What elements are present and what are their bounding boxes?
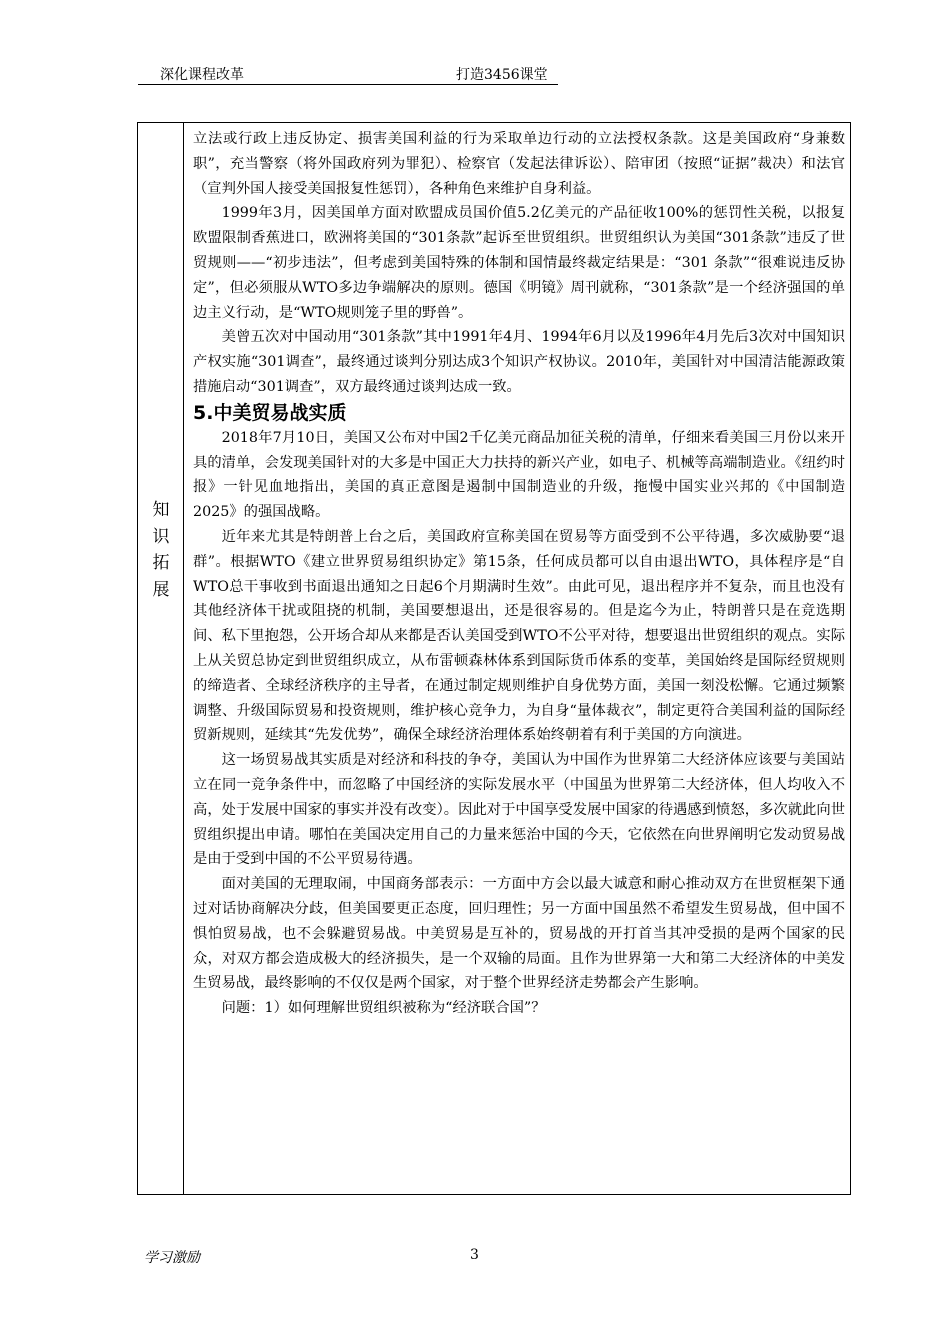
question-paragraph: 问题：1）如何理解世贸组织被称为“经济联合国”？	[221, 1000, 546, 1017]
paragraph: 这一场贸易战其实质是对经济和科技的争夺，美国认为中国作为世界第二大经济体应该要与美国站立在同一竞争条件中，而忽略了中国经济的实际发展水平（中国虽为世界第二大经济体，但人均收入不高，处于发展中国家的事实并没有改变）。因此对于中国享受发展中国家的待遇感到愤怒，多次就此向世贸组织提出申请。哪怕在美国决定用自己的力量来惩治中国的今天，它依然在向世界阐明它发动贸易战是由于受到中国的不公平贸易待遇。	[193, 752, 845, 868]
paragraph: 美曾五次对中国动用“301条款”其中1991年4月、1994年6月以及1996年4月先后3次对中国知识产权实施“301调查”，最终通过谈判分别达成3个知识产权协议。2010年，美国针对中国清洁能源政策措施启动“301调查”，双方最终通过谈判达成一致。	[193, 329, 845, 395]
content-body	[193, 127, 845, 1021]
header-left-text: 深化课程改革	[160, 67, 244, 83]
paragraph: 2018年7月10日，美国又公布对中国2千亿美元商品加征关税的清单，仔细来看美国三月份以来开具的清单，会发现美国针对的大多是中国正大力扶持的新兴产业，如电子、机械等高端制造业。《纽约时报》一针见血地指出，美国的真正意图是遏制中国制造业的升级，拖慢中国实业兴邦的《中国制造2025》的强国战略。	[193, 429, 845, 521]
header-rule	[138, 84, 558, 85]
section-label	[138, 497, 184, 603]
label-char: 知	[152, 500, 170, 520]
label-char: 识	[152, 526, 170, 547]
section-heading: 5.中美贸易战实质	[193, 401, 347, 424]
paragraph: 1999年3月，因美国单方面对欧盟成员国价值5.2亿美元的产品征收100%的惩罚性关税，以报复欧盟限制香蕉进口，欧洲将美国的“301条款”起诉至世贸组织。世贸组织认为美国“301条款”违反了世贸规则——“初步违法”，但考虑到美国特殊的体制和国情最终裁定结果是：“301 条款”“很难说违反协定”，但必须服从WTO多边争端解决的原则。德国《明镜》周刊就称，“301条款”是一个经济强国的单边主义行动，是“WTO规则笼子里的野兽”。	[193, 205, 845, 321]
section-label-column	[138, 123, 184, 1194]
header-right-text: 打造3456课堂	[456, 67, 548, 83]
paragraph: 近年来尤其是特朗普上台之后，美国政府宣称美国在贸易等方面受到不公平待遇，多次威胁要“退群”。根据WTO《建立世界贸易组织协定》第15条，任何成员都可以自由退出WTO，具体程序是“自WTO总干事收到书面退出通知之日起6个月期满时生效”。由此可见，退出程序并不复杂，而且也没有其他经济体干扰或阻挠的机制，美国要想退出，还是很容易的。但是迄今为止，特朗普只是在竞选期间、私下里抱怨，公开场合却从来都是否认美国受到WTO不公平对待，想要退出世贸组织的观点。实际上从关贸总协定到世贸组织成立，从布雷顿森林体系到国际货币体系的变革，美国始终是国际经贸规则的缔造者、全球经济秩序的主导者，在通过制定规则维护自身优势方面，美国一刻没松懈。它通过频繁调整、升级国际贸易和投资规则，维护核心竞争力，为自身“量体裁衣”，制定更符合美国利益的国际经贸新规则，延续其“先发优势”，确保全球经济治理体系始终朝着有利于美国的方向演进。	[193, 528, 845, 744]
content-table	[137, 122, 851, 1195]
paragraph: 面对美国的无理取闹，中国商务部表示：一方面中方会以最大诚意和耐心推动双方在世贸框架下通过对话协商解决分歧，但美国要更正态度，回归理性；另一方面中国虽然不希望发生贸易战，但中国不惧怕贸易战，也不会躲避贸易战。中美贸易是互补的，贸易战的开打首当其冲受损的是两个国家的民众，对双方都会造成极大的经济损失，是一个双输的局面。且作为世界第一大和第二大经济体的中美发生贸易战，最终影响的不仅仅是两个国家，对于整个世界经济走势都会产生影响。	[193, 876, 845, 992]
footer-left-text: 学习激励	[144, 1250, 200, 1266]
page-header	[138, 64, 558, 84]
paragraph: 立法或行政上违反协定、损害美国利益的行为采取单边行动的立法授权条款。这是美国政府“身兼数职”，充当警察（将外国政府列为罪犯）、检察官（发起法律诉讼）、陪审团（按照“证据”裁决）和法官（宣判外国人接受美国报复性惩罚），各种角色来维护自身利益。	[193, 131, 845, 197]
label-char: 展	[152, 579, 170, 600]
label-char: 拓	[152, 553, 170, 573]
page-number: 3	[470, 1247, 479, 1263]
